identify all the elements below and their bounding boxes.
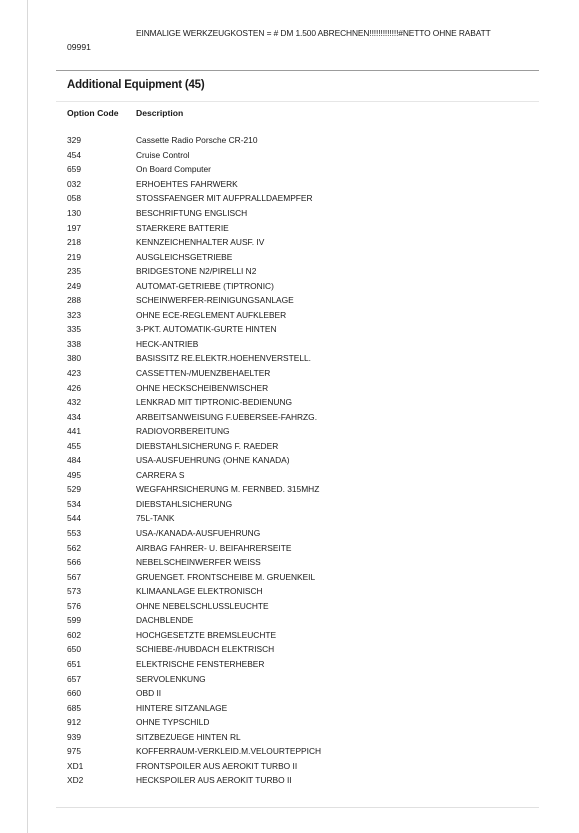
table-row: [67, 482, 321, 497]
option-code: 323: [67, 309, 81, 320]
option-description: KENNZEICHENHALTER AUSF. IV: [136, 237, 265, 248]
table-row: [67, 409, 321, 424]
table-row: [67, 497, 321, 512]
table-row: [67, 657, 321, 672]
option-code: 235: [67, 266, 81, 277]
option-description: AUTOMAT-GETRIEBE (TIPTRONIC): [136, 280, 274, 291]
option-code: 553: [67, 528, 81, 539]
table-row: [67, 511, 321, 526]
option-description: USA-/KANADA-AUSFUEHRUNG: [136, 528, 261, 539]
table-row: [67, 133, 321, 148]
table-row: [67, 293, 321, 308]
table-row: [67, 773, 321, 788]
option-code: 659: [67, 164, 81, 175]
header-divider: [56, 101, 539, 102]
option-description: SERVOLENKUNG: [136, 673, 206, 684]
table-row: [67, 642, 321, 657]
option-code: 576: [67, 600, 81, 611]
option-code: 544: [67, 513, 81, 524]
table-row: [67, 540, 321, 555]
option-code: 685: [67, 702, 81, 713]
option-description: HECKSPOILER AUS AEROKIT TURBO II: [136, 775, 292, 786]
option-description: ELEKTRISCHE FENSTERHEBER: [136, 658, 265, 669]
option-description: RADIOVORBEREITUNG: [136, 426, 230, 437]
option-code: 454: [67, 149, 81, 160]
option-code: 599: [67, 615, 81, 626]
table-row: [67, 715, 321, 730]
option-code: 657: [67, 673, 81, 684]
option-code: 288: [67, 295, 81, 306]
table-row: [67, 744, 321, 759]
option-description: ERHOEHTES FAHRWERK: [136, 178, 238, 189]
option-description: On Board Computer: [136, 164, 211, 175]
option-description: ARBEITSANWEISUNG F.UEBERSEE-FAHRZG.: [136, 411, 318, 422]
table-row: [67, 366, 321, 381]
option-code: 058: [67, 193, 81, 204]
option-code: 338: [67, 338, 81, 349]
option-code: 218: [67, 237, 81, 248]
option-description: OHNE NEBELSCHLUSSLEUCHTE: [136, 600, 269, 611]
table-row: [67, 599, 321, 614]
column-header-description: Description: [136, 108, 184, 118]
table-row: [67, 729, 321, 744]
option-description: WEGFAHRSICHERUNG M. FERNBED. 315MHZ: [136, 484, 320, 495]
option-description: STOSSFAENGER MIT AUFPRALLDAEMPFER: [136, 193, 313, 204]
table-row: [67, 453, 321, 468]
option-description: DACHBLENDE: [136, 615, 194, 626]
section-title: Additional Equipment (45): [67, 79, 205, 91]
option-description: BRIDGESTONE N2/PIRELLI N2: [136, 266, 257, 277]
equipment-list: [67, 133, 321, 788]
tooling-cost-note: EINMALIGE WERKZEUGKOSTEN = # DM 1.500 ABRECHNEN!!!!!!!!!!!!!#NETTO OHNE RABATT: [136, 28, 491, 38]
option-description: OHNE TYPSCHILD: [136, 717, 210, 728]
option-code: 335: [67, 324, 81, 335]
option-code: 426: [67, 382, 81, 393]
option-code: 602: [67, 629, 81, 640]
option-code: 975: [67, 746, 81, 757]
option-code: 529: [67, 484, 81, 495]
section-divider: [56, 70, 539, 71]
document-page: [27, 0, 539, 833]
option-description: NEBELSCHEINWERFER WEISS: [136, 557, 261, 568]
option-description: AIRBAG FAHRER- U. BEIFAHRERSEITE: [136, 542, 292, 553]
table-row: [67, 206, 321, 221]
option-description: OHNE HECKSCHEIBENWISCHER: [136, 382, 269, 393]
option-code: 432: [67, 397, 81, 408]
table-row: [67, 322, 321, 337]
option-code: 441: [67, 426, 81, 437]
table-row: [67, 613, 321, 628]
table-row: [67, 468, 321, 483]
option-description: GRUENGET. FRONTSCHEIBE M. GRUENKEIL: [136, 571, 316, 582]
table-row: [67, 177, 321, 192]
option-code: 651: [67, 658, 81, 669]
option-code: 484: [67, 455, 81, 466]
option-code: 032: [67, 178, 81, 189]
option-code: 534: [67, 498, 81, 509]
table-row: [67, 686, 321, 701]
option-code: 380: [67, 353, 81, 364]
option-description: BASISSITZ RE.ELEKTR.HOEHENVERSTELL.: [136, 353, 311, 364]
option-description: KOFFERRAUM-VERKLEID.M.VELOURTEPPICH: [136, 746, 322, 757]
table-row: [67, 395, 321, 410]
table-row: [67, 220, 321, 235]
option-code: 423: [67, 368, 81, 379]
option-description: FRONTSPOILER AUS AEROKIT TURBO II: [136, 760, 298, 771]
table-row: [67, 526, 321, 541]
option-description: USA-AUSFUEHRUNG (OHNE KANADA): [136, 455, 290, 466]
table-row: [67, 249, 321, 264]
table-row: [67, 438, 321, 453]
table-row: [67, 584, 321, 599]
table-row: [67, 759, 321, 774]
option-description: 75L-TANK: [136, 513, 175, 524]
option-description: HINTERE SITZANLAGE: [136, 702, 228, 713]
option-description: DIEBSTAHLSICHERUNG F. RAEDER: [136, 440, 279, 451]
option-code: 650: [67, 644, 81, 655]
option-description: SCHEINWERFER-REINIGUNGSANLAGE: [136, 295, 294, 306]
table-row: [67, 424, 321, 439]
option-code: 566: [67, 557, 81, 568]
option-code: 329: [67, 135, 81, 146]
table-row: [67, 308, 321, 323]
option-code: 197: [67, 222, 81, 233]
option-description: BESCHRIFTUNG ENGLISCH: [136, 208, 248, 218]
table-row: [67, 671, 321, 686]
option-code: 567: [67, 571, 81, 582]
option-description: OHNE ECE-REGLEMENT AUFKLEBER: [136, 309, 287, 320]
option-description: OBD II: [136, 688, 162, 699]
option-description: KLIMAANLAGE ELEKTRONISCH: [136, 586, 263, 597]
option-description: CASSETTEN-/MUENZBEHAELTER: [136, 368, 271, 379]
column-header-option-code: Option Code: [67, 108, 119, 118]
option-code: 434: [67, 411, 81, 422]
table-row: [67, 264, 321, 279]
option-code: 912: [67, 717, 81, 728]
table-row: [67, 337, 321, 352]
option-code-09991: 09991: [67, 42, 91, 52]
option-code: XD2: [67, 775, 84, 786]
option-description: HOCHGESETZTE BREMSLEUCHTE: [136, 629, 277, 640]
footer-divider: [56, 807, 539, 808]
option-code: 455: [67, 440, 81, 451]
option-description: CARRERA S: [136, 469, 185, 480]
table-row: [67, 191, 321, 206]
option-description: 3-PKT. AUTOMATIK-GURTE HINTEN: [136, 324, 277, 335]
option-code: 249: [67, 280, 81, 291]
option-description: Cruise Control: [136, 149, 190, 160]
option-description: DIEBSTAHLSICHERUNG: [136, 498, 233, 509]
option-code: 660: [67, 688, 81, 699]
option-description: SCHIEBE-/HUBDACH ELEKTRISCH: [136, 644, 275, 655]
option-code: 495: [67, 469, 81, 480]
option-description: LENKRAD MIT TIPTRONIC-BEDIENUNG: [136, 397, 293, 408]
table-row: [67, 569, 321, 584]
table-row: [67, 162, 321, 177]
option-code: 939: [67, 731, 81, 742]
option-code: 130: [67, 208, 81, 218]
option-code: 219: [67, 251, 81, 262]
table-row: [67, 700, 321, 715]
table-row: [67, 235, 321, 250]
table-row: [67, 555, 321, 570]
table-row: [67, 278, 321, 293]
option-description: STAERKERE BATTERIE: [136, 222, 229, 233]
option-description: HECK-ANTRIEB: [136, 338, 199, 349]
option-description: SITZBEZUEGE HINTEN RL: [136, 731, 241, 742]
table-row: [67, 380, 321, 395]
option-code: 562: [67, 542, 81, 553]
table-row: [67, 148, 321, 163]
table-row: [67, 351, 321, 366]
option-description: AUSGLEICHSGETRIEBE: [136, 251, 233, 262]
option-code: 573: [67, 586, 81, 597]
table-row: [67, 628, 321, 643]
option-code: XD1: [67, 760, 84, 771]
option-description: Cassette Radio Porsche CR-210: [136, 135, 258, 146]
